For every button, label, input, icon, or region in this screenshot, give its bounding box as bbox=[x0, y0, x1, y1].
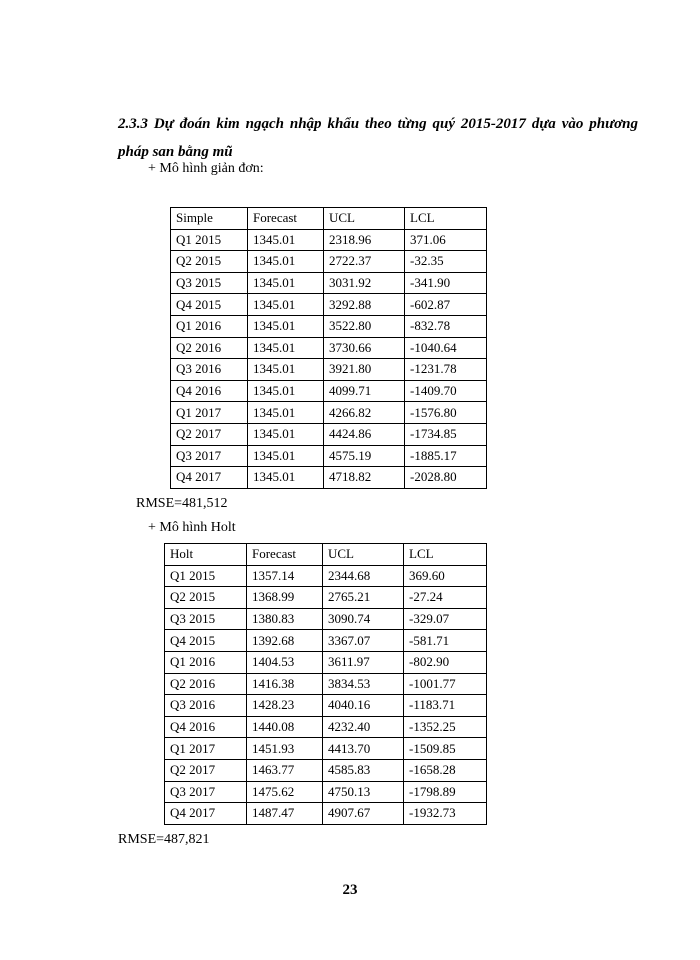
page-number: 23 bbox=[342, 882, 358, 898]
table-cell: Q2 2017 bbox=[171, 423, 248, 445]
section-heading: 2.3.3 Dự đoán kim ngạch nhập khẩu theo từng quý 2015-2017 dựa vào phương pháp san bằng mũ bbox=[118, 116, 638, 160]
table-cell: -1409.70 bbox=[405, 380, 487, 402]
table-cell: -602.87 bbox=[405, 294, 487, 316]
table-row bbox=[165, 759, 487, 781]
table-cell: Q3 2017 bbox=[171, 445, 248, 467]
table-cell: -341.90 bbox=[405, 272, 487, 294]
holt-model-label: + Mô hình Holt bbox=[148, 520, 236, 535]
table-cell: -1183.71 bbox=[404, 695, 487, 717]
table-cell: Q3 2015 bbox=[171, 272, 248, 294]
table-row bbox=[171, 229, 487, 251]
table-cell: Q2 2015 bbox=[171, 251, 248, 273]
table-cell: -581.71 bbox=[404, 630, 487, 652]
table-cell: Q4 2016 bbox=[165, 716, 247, 738]
table-cell: 1345.01 bbox=[248, 294, 324, 316]
table-row bbox=[171, 423, 487, 445]
table-row bbox=[171, 337, 487, 359]
table-header-cell: Simple bbox=[171, 208, 248, 230]
table-cell: 3522.80 bbox=[324, 315, 405, 337]
table-header-cell: LCL bbox=[404, 544, 487, 566]
table-cell: -1734.85 bbox=[405, 423, 487, 445]
table-cell: Q3 2016 bbox=[171, 359, 248, 381]
table-cell: -1576.80 bbox=[405, 402, 487, 424]
table-row bbox=[165, 651, 487, 673]
table-cell: Q1 2016 bbox=[171, 315, 248, 337]
table-header-row bbox=[171, 208, 487, 230]
table-cell: 4585.83 bbox=[323, 759, 404, 781]
table-row bbox=[165, 587, 487, 609]
table-cell: 4718.82 bbox=[324, 467, 405, 489]
table-cell: 2722.37 bbox=[324, 251, 405, 273]
table-cell: -1040.64 bbox=[405, 337, 487, 359]
table-cell: Q1 2016 bbox=[165, 651, 247, 673]
table-cell: 3090.74 bbox=[323, 608, 404, 630]
table-row bbox=[171, 251, 487, 273]
table-cell: 1345.01 bbox=[248, 445, 324, 467]
table-cell: Q2 2017 bbox=[165, 759, 247, 781]
table-header-cell: UCL bbox=[323, 544, 404, 566]
table-cell: Q2 2016 bbox=[165, 673, 247, 695]
table-cell: -1352.25 bbox=[404, 716, 487, 738]
table-cell: -1798.89 bbox=[404, 781, 487, 803]
table-cell: Q1 2017 bbox=[171, 402, 248, 424]
table-cell: 3611.97 bbox=[323, 651, 404, 673]
table-row bbox=[165, 716, 487, 738]
table-cell: 1392.68 bbox=[247, 630, 323, 652]
table-cell: Q4 2016 bbox=[171, 380, 248, 402]
table-row bbox=[165, 608, 487, 630]
table-cell: -1932.73 bbox=[404, 803, 487, 825]
table-cell: -1001.77 bbox=[404, 673, 487, 695]
simple-forecast-table bbox=[170, 207, 487, 489]
table-row bbox=[165, 630, 487, 652]
table-row bbox=[165, 738, 487, 760]
simple-model-label: + Mô hình giản đơn: bbox=[148, 161, 264, 176]
table-cell: 1404.53 bbox=[247, 651, 323, 673]
table-cell: 4907.67 bbox=[323, 803, 404, 825]
table-cell: 1380.83 bbox=[247, 608, 323, 630]
table-cell: 1345.01 bbox=[248, 402, 324, 424]
table-cell: Q3 2015 bbox=[165, 608, 247, 630]
table-cell: 1345.01 bbox=[248, 337, 324, 359]
table-cell: Q2 2015 bbox=[165, 587, 247, 609]
table-cell: 4099.71 bbox=[324, 380, 405, 402]
table-cell: Q3 2017 bbox=[165, 781, 247, 803]
table-cell: Q2 2016 bbox=[171, 337, 248, 359]
table-cell: 4266.82 bbox=[324, 402, 405, 424]
table-header-cell: Forecast bbox=[248, 208, 324, 230]
table-cell: 1368.99 bbox=[247, 587, 323, 609]
table-header-cell: UCL bbox=[324, 208, 405, 230]
table-cell: Q1 2017 bbox=[165, 738, 247, 760]
table-cell: 1345.01 bbox=[248, 359, 324, 381]
table-row bbox=[171, 445, 487, 467]
table-cell: -2028.80 bbox=[405, 467, 487, 489]
table-row bbox=[165, 781, 487, 803]
table-row bbox=[165, 673, 487, 695]
table-row bbox=[171, 402, 487, 424]
holt-forecast-table bbox=[164, 543, 487, 825]
table-cell: 1463.77 bbox=[247, 759, 323, 781]
table-cell: 369.60 bbox=[404, 565, 487, 587]
table-cell: -1658.28 bbox=[404, 759, 487, 781]
table-cell: 4575.19 bbox=[324, 445, 405, 467]
table-row bbox=[165, 695, 487, 717]
holt-rmse: RMSE=487,821 bbox=[118, 832, 210, 847]
table-cell: -832.78 bbox=[405, 315, 487, 337]
table-cell: 4750.13 bbox=[323, 781, 404, 803]
table-cell: 3031.92 bbox=[324, 272, 405, 294]
table-cell: -329.07 bbox=[404, 608, 487, 630]
table-cell: Q1 2015 bbox=[165, 565, 247, 587]
table-cell: 3921.80 bbox=[324, 359, 405, 381]
table-cell: 1345.01 bbox=[248, 467, 324, 489]
table-cell: 2765.21 bbox=[323, 587, 404, 609]
simple-rmse: RMSE=481,512 bbox=[136, 496, 228, 511]
table-cell: 1428.23 bbox=[247, 695, 323, 717]
table-cell: 1345.01 bbox=[248, 251, 324, 273]
table-cell: 3292.88 bbox=[324, 294, 405, 316]
table-cell: Q4 2015 bbox=[171, 294, 248, 316]
table-cell: 4424.86 bbox=[324, 423, 405, 445]
table-cell: 4040.16 bbox=[323, 695, 404, 717]
table-cell: 4232.40 bbox=[323, 716, 404, 738]
table-row bbox=[171, 315, 487, 337]
table-cell: 3834.53 bbox=[323, 673, 404, 695]
table-header-cell: Forecast bbox=[247, 544, 323, 566]
table-cell: 3730.66 bbox=[324, 337, 405, 359]
table-cell: 1440.08 bbox=[247, 716, 323, 738]
table-row bbox=[165, 803, 487, 825]
table-cell: -1885.17 bbox=[405, 445, 487, 467]
table-cell: Q4 2015 bbox=[165, 630, 247, 652]
table-cell: 1345.01 bbox=[248, 229, 324, 251]
table-cell: 1345.01 bbox=[248, 423, 324, 445]
table-cell: 1357.14 bbox=[247, 565, 323, 587]
table-cell: -802.90 bbox=[404, 651, 487, 673]
table-cell: Q3 2016 bbox=[165, 695, 247, 717]
table-cell: 3367.07 bbox=[323, 630, 404, 652]
table-cell: 1345.01 bbox=[248, 315, 324, 337]
table-row bbox=[165, 565, 487, 587]
table-row bbox=[171, 467, 487, 489]
table-cell: -27.24 bbox=[404, 587, 487, 609]
table-cell: Q4 2017 bbox=[165, 803, 247, 825]
table-cell: 2344.68 bbox=[323, 565, 404, 587]
table-cell: Q4 2017 bbox=[171, 467, 248, 489]
table-cell: 1416.38 bbox=[247, 673, 323, 695]
table-cell: 1345.01 bbox=[248, 380, 324, 402]
table-header-row bbox=[165, 544, 487, 566]
table-cell: 2318.96 bbox=[324, 229, 405, 251]
table-cell: -1509.85 bbox=[404, 738, 487, 760]
table-cell: -32.35 bbox=[405, 251, 487, 273]
table-cell: 1487.47 bbox=[247, 803, 323, 825]
table-row bbox=[171, 380, 487, 402]
table-cell: 1345.01 bbox=[248, 272, 324, 294]
table-header-cell: LCL bbox=[405, 208, 487, 230]
table-header-cell: Holt bbox=[165, 544, 247, 566]
table-row bbox=[171, 294, 487, 316]
table-cell: 371.06 bbox=[405, 229, 487, 251]
table-cell: Q1 2015 bbox=[171, 229, 248, 251]
table-row bbox=[171, 359, 487, 381]
table-cell: 1475.62 bbox=[247, 781, 323, 803]
table-cell: -1231.78 bbox=[405, 359, 487, 381]
table-row bbox=[171, 272, 487, 294]
table-cell: 1451.93 bbox=[247, 738, 323, 760]
table-cell: 4413.70 bbox=[323, 738, 404, 760]
